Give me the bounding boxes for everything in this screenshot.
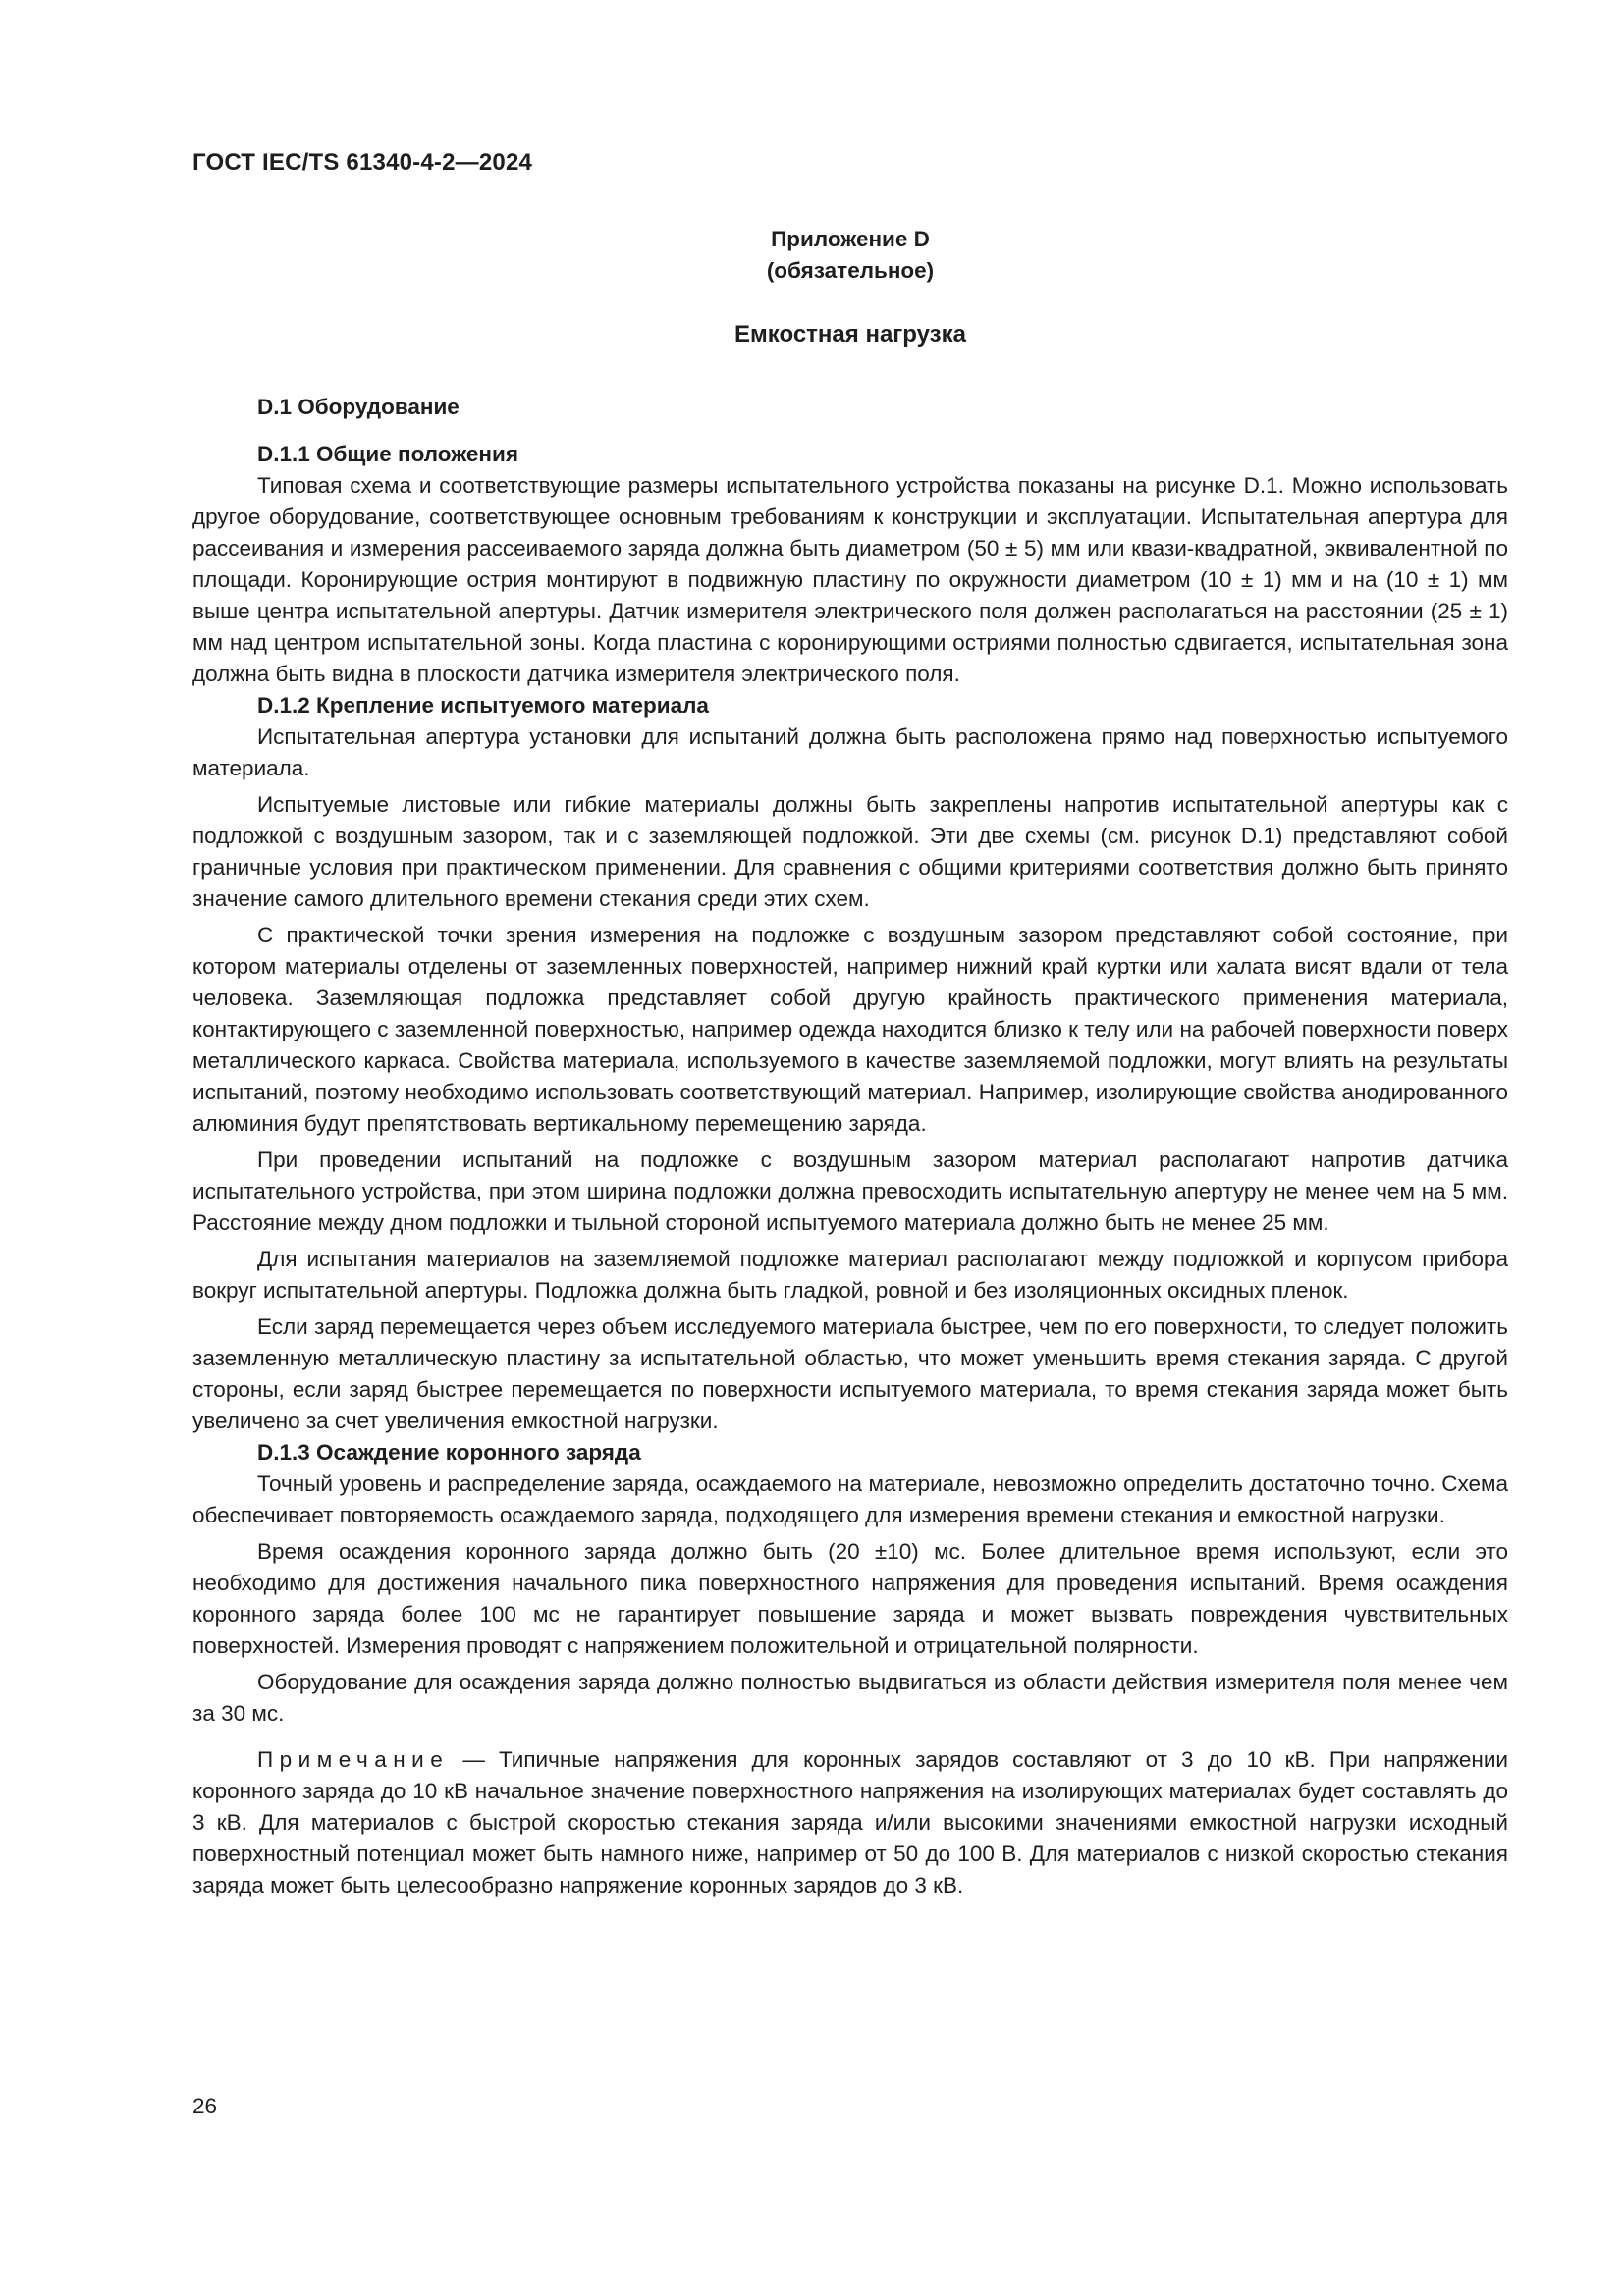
section-d11-paragraph: Типовая схема и соответствующие размеры испытательного устройства показаны на рисунке D.1. Можно использовать другое оборудование, соответствующее основным требованиям к конструкции и эксплуатации. Испытательная апертура для рассеивания и измерения рассеиваемого заряда должна быть диаметром (50 ± 5) мм или квази-квадратной, эквивалентной по площади. Коронирующие острия монтируют в подвижную пластину по окружности диаметром (10 ± 1) мм и на (10 ± 1) мм выше центра испытательной апертуры. Датчик измерителя электрического поля должен располагаться на расстоянии (25 ± 1) мм над центром испытательной зоны. Когда пластина с коронирующими остриями полностью сдвигается, испытательная зона должна быть видна в плоскости датчика измерителя электрического поля. (192, 473, 1508, 686)
note-label: Примечание (257, 1747, 450, 1772)
section-d11-heading: D.1.1 Общие положения (257, 442, 518, 466)
document-standard-header: ГОСТ IEC/TS 61340-4-2—2024 (192, 149, 533, 176)
section-d12-paragraph: Испытуемые листовые или гибкие материалы должны быть закреплены напротив испытательной апертуры как с подложкой с воздушным зазором, так и с заземляющей подложкой. Эти две схемы (см. рисунок D.1) представляют собой граничные условия при практическом применении. Для сравнения с общими критериями соответствия должно быть принято значение самого длительного времени стекания среди этих схем. (192, 792, 1508, 911)
section-d12-paragraph: При проведении испытаний на подложке с воздушным зазором материал располагают напротив датчика испытательного устройства, при этом ширина подложки должна превосходить испытательную апертуру не менее чем на 5 мм. Расстояние между дном подложки и тыльной стороной испытуемого материала должно быть не менее 25 мм. (192, 1148, 1508, 1235)
section-d12-paragraph: С практической точки зрения измерения на подложке с воздушным зазором представляют собой состояние, при котором материалы отделены от заземленных поверхностей, например нижний край куртки или халата висят вдали от тела человека. Заземляющая подложка представляет собой другую крайность практического применения материала, контактирующего с заземленной поверхностью, например одежда находится близко к телу или на рабочей поверхности поверх металлического каркаса. Свойства материала, используемого в качестве заземляемой подложки, могут влиять на результаты испытаний, поэтому необходимо использовать соответствующий материал. Например, изолирующие свойства анодированного алюминия будут препятствовать вертикальному перемещению заряда. (192, 923, 1508, 1136)
section-d13-heading: D.1.3 Осаждение коронного заряда (257, 1440, 641, 1465)
section-d12-heading: D.1.2 Крепление испытуемого материала (257, 693, 709, 718)
section-d13-paragraph: Точный уровень и распределение заряда, осаждаемого на материале, невозможно определить достаточно точно. Схема обеспечивает повторяемость осаждаемого заряда, подходящего для измерения времени стекания и емкостной нагрузки. (192, 1471, 1508, 1527)
annex-title: Приложение D (771, 227, 930, 251)
section-d12-paragraph: Для испытания материалов на заземляемой подложке материал располагают между подложкой и корпусом прибора вокруг испытательной апертуры. Подложка должна быть гладкой, ровной и без изоляционных оксидных пленок. (192, 1247, 1508, 1303)
note-text: — Типичные напряжения для коронных зарядов составляют от 3 до 10 кВ. При напряжении коронного заряда до 10 кВ начальное значение поверхностного напряжения на изолирующих материалах будет составлять до 3 кВ. Для материалов с быстрой скоростью стекания заряда и/или высокими значениями емкостной нагрузки исходный поверхностный потенциал может быть намного ниже, например от 50 до 100 В. Для материалов с низкой скоростью стекания заряда может быть целесообразно напряжение коронных зарядов до 3 кВ. (192, 1747, 1508, 1897)
note-paragraph (192, 1744, 1508, 1901)
page-number: 26 (192, 2094, 218, 2118)
section-d1-heading: D.1 Оборудование (257, 395, 460, 419)
annex-status: (обязательное) (766, 258, 935, 283)
section-d12-paragraph: Если заряд перемещается через объем исследуемого материала быстрее, чем по его поверхности, то следует положить заземленную металлическую пластину за испытательной областью, что может уменьшить время стекания заряда. С другой стороны, если заряд быстрее перемещается по поверхности испытуемого материала, то время стекания заряда может быть увеличено за счет увеличения емкостной нагрузки. (192, 1314, 1508, 1433)
page-content (192, 224, 1508, 1924)
annex-subject: Емкостная нагрузка (734, 321, 966, 347)
section-d13-paragraph: Оборудование для осаждения заряда должно полностью выдвигаться из области действия измерителя поля менее чем за 30 мс. (192, 1670, 1508, 1726)
section-d12-paragraph: Испытательная апертура установки для испытаний должна быть расположена прямо над поверхностью испытуемого материала. (192, 724, 1508, 780)
section-d13-paragraph: Время осаждения коронного заряда должно быть (20 ±10) мс. Более длительное время используют, если это необходимо для достижения начального пика поверхностного напряжения для проведения испытаний. Время осаждения коронного заряда более 100 мс не гарантирует повышение заряда и может вызвать повреждения чувствительных поверхностей. Измерения проводят с напряжением положительной и отрицательной полярности. (192, 1539, 1508, 1658)
